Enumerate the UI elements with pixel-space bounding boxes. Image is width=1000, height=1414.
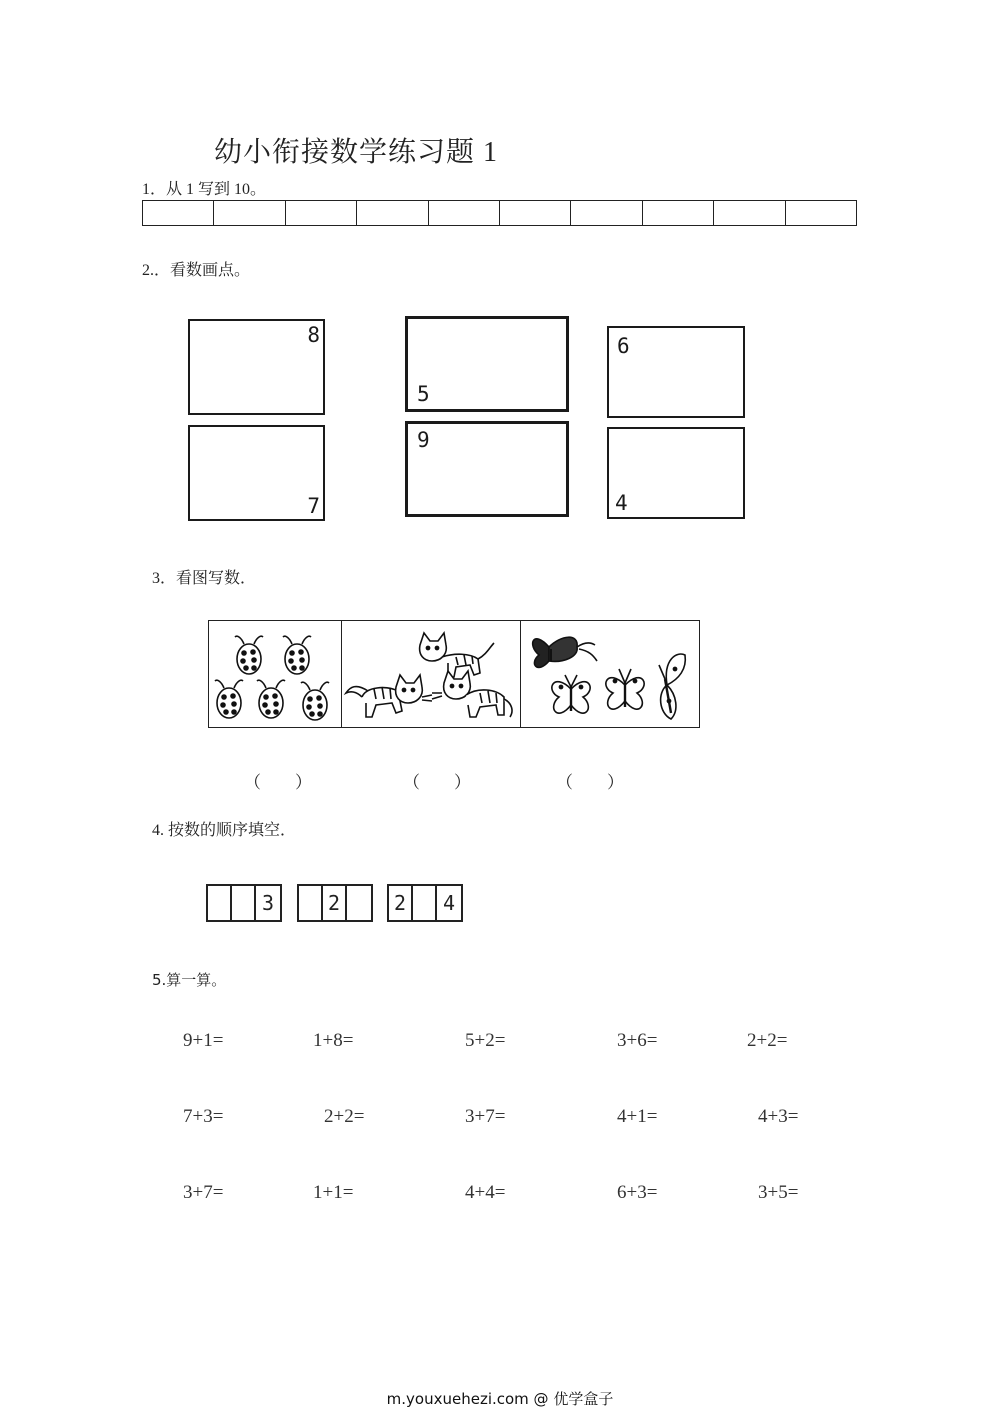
grid-cell[interactable] bbox=[500, 201, 571, 225]
equation: 1+8= bbox=[313, 1030, 354, 1051]
equation: 6+3= bbox=[617, 1182, 658, 1203]
equation: 3+7= bbox=[465, 1106, 506, 1127]
question-4-label: 4. 按数的顺序填空． bbox=[152, 822, 297, 839]
cats-panel bbox=[342, 621, 521, 727]
cats-image bbox=[342, 621, 519, 726]
ladybugs-image bbox=[209, 621, 340, 726]
grid-cell[interactable] bbox=[714, 201, 785, 225]
equation: 2+2= bbox=[747, 1030, 788, 1051]
sequence-cell: 2 bbox=[323, 886, 347, 920]
butterflies-image bbox=[521, 621, 697, 726]
sequence-cell[interactable] bbox=[347, 886, 371, 920]
box-number: 6 bbox=[617, 334, 630, 358]
sequence-cell[interactable] bbox=[299, 886, 323, 920]
box-number: 7 bbox=[307, 494, 320, 518]
equation: 4+1= bbox=[617, 1106, 658, 1127]
grid-cell[interactable] bbox=[286, 201, 357, 225]
equation: 5+2= bbox=[465, 1030, 506, 1051]
grid-cell[interactable] bbox=[571, 201, 642, 225]
equation: 4+4= bbox=[465, 1182, 506, 1203]
grid-cell[interactable] bbox=[143, 201, 214, 225]
equation: 2+2= bbox=[324, 1106, 365, 1127]
dot-box-8[interactable] bbox=[188, 319, 325, 415]
footer-watermark: m.youxuehezi.com @ 优学盒子 bbox=[386, 1390, 614, 1408]
equation: 3+7= bbox=[183, 1182, 224, 1203]
question-2-label: 2.．看数画点。 bbox=[142, 262, 251, 279]
number-sequence-3 bbox=[387, 884, 463, 922]
answer-blank-butterflies[interactable]: （ ） bbox=[556, 773, 624, 792]
box-number: 9 bbox=[417, 428, 430, 452]
grid-cell[interactable] bbox=[786, 201, 856, 225]
question-5-label: 5.算一算。 bbox=[152, 971, 227, 989]
page-title: 幼小衔接数学练习题 1 bbox=[214, 137, 499, 168]
number-sequence-2 bbox=[297, 884, 373, 922]
ladybugs-panel bbox=[209, 621, 342, 727]
sequence-cell[interactable] bbox=[232, 886, 256, 920]
box-number: 4 bbox=[615, 491, 628, 515]
grid-cell[interactable] bbox=[429, 201, 500, 225]
equation: 7+3= bbox=[183, 1106, 224, 1127]
answer-blank-cats[interactable]: （ ） bbox=[403, 773, 471, 792]
write-1-to-10-grid bbox=[142, 200, 857, 226]
butterflies-panel bbox=[521, 621, 699, 727]
equation: 3+5= bbox=[758, 1182, 799, 1203]
sequence-cell: 2 bbox=[389, 886, 413, 920]
equation: 1+1= bbox=[313, 1182, 354, 1203]
sequence-cell: 4 bbox=[442, 891, 456, 915]
dot-box-9[interactable] bbox=[405, 421, 569, 517]
dot-box-7[interactable] bbox=[188, 425, 325, 521]
question-1-label: 1．从 1 写到 10。 bbox=[142, 181, 267, 198]
dot-box-6[interactable] bbox=[607, 326, 745, 418]
dot-box-4[interactable] bbox=[607, 427, 745, 519]
grid-cell[interactable] bbox=[357, 201, 428, 225]
answer-blank-ladybugs[interactable]: （ ） bbox=[244, 773, 312, 792]
equation: 9+1= bbox=[183, 1030, 224, 1051]
sequence-cell: 3 bbox=[261, 891, 275, 915]
grid-cell[interactable] bbox=[214, 201, 285, 225]
equation: 4+3= bbox=[758, 1106, 799, 1127]
question-3-label: 3．看图写数． bbox=[152, 570, 257, 587]
sequence-cell[interactable] bbox=[413, 886, 437, 920]
box-number: 5 bbox=[417, 382, 430, 406]
equation: 3+6= bbox=[617, 1030, 658, 1051]
dot-box-5[interactable] bbox=[405, 316, 569, 412]
number-sequence-1 bbox=[206, 884, 282, 922]
box-number: 8 bbox=[307, 323, 320, 347]
grid-cell[interactable] bbox=[643, 201, 714, 225]
sequence-cell[interactable] bbox=[208, 886, 232, 920]
picture-strip bbox=[208, 620, 700, 728]
